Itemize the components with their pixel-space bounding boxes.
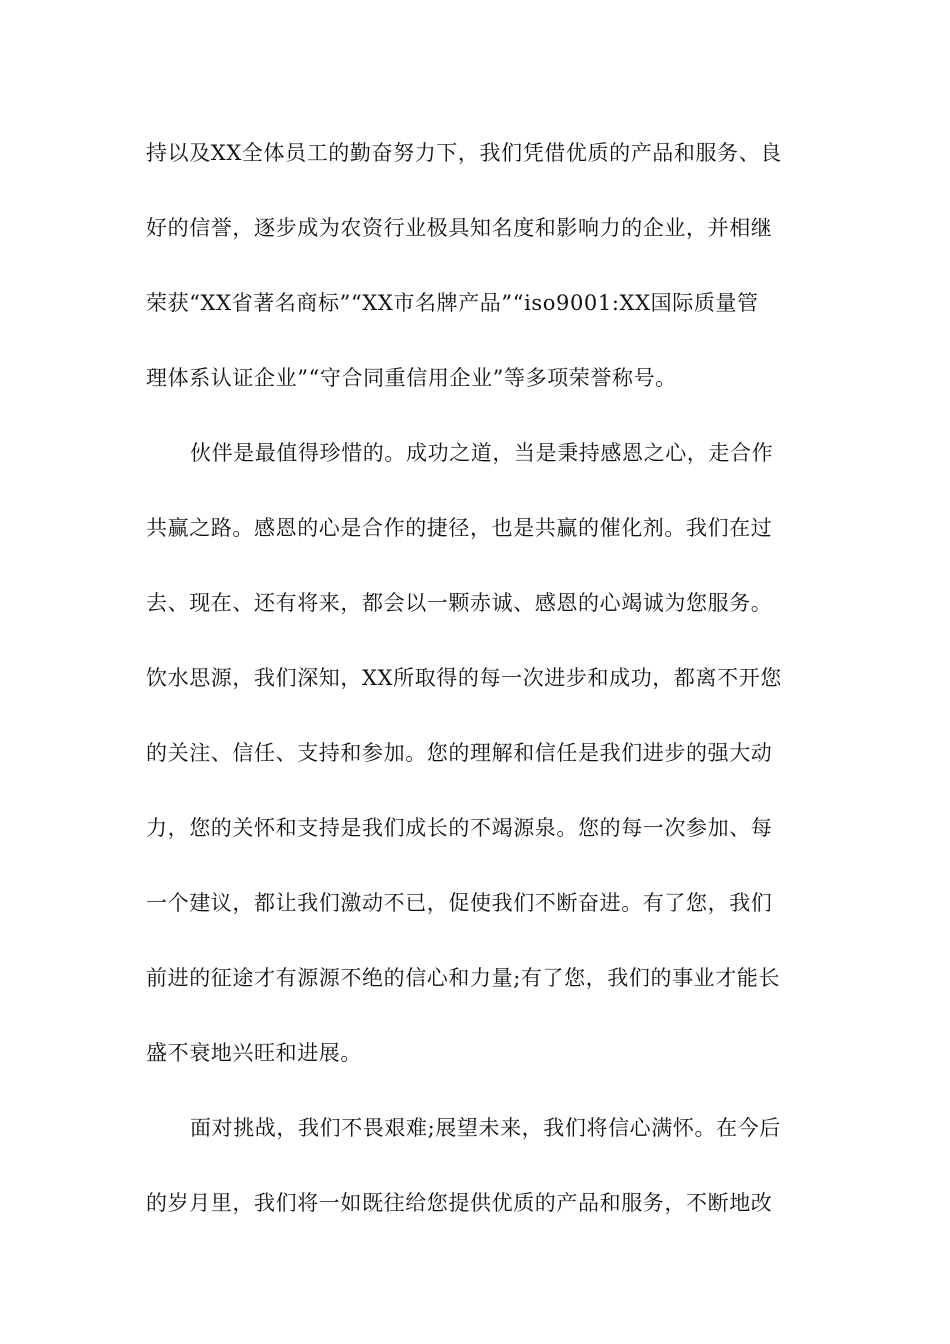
text-line: 荣获“XX省著名商标”“XX市名牌产品”“iso9001:XX国际质量管 xyxy=(146,291,759,315)
text-line: 饮水思源，我们深知，XX所取得的每一次进步和成功，都离不开您 xyxy=(146,666,782,690)
text-line: 前进的征途才有源源不绝的信心和力量;有了您，我们的事业才能长 xyxy=(146,966,781,990)
text-line: 的关注、信任、支持和参加。您的理解和信任是我们进步的强大动 xyxy=(146,741,773,765)
text-line: 的岁月里，我们将一如既往给您提供优质的产品和服务，不断地改 xyxy=(146,1191,773,1215)
paragraph-first-line: 面对挑战，我们不畏艰难;展望未来，我们将信心满怀。在今后 xyxy=(190,1116,781,1140)
text-line: 理体系认证企业”“守合同重信用企业”等多项荣誉称号。 xyxy=(146,366,677,390)
paragraph-first-line: 伙伴是最值得珍惜的。成功之道，当是秉持感恩之心，走合作 xyxy=(190,441,774,465)
text-line: 去、现在、还有将来，都会以一颗赤诚、感恩的心竭诚为您服务。 xyxy=(146,591,773,615)
text-line: 一个建议，都让我们激动不已，促使我们不断奋进。有了您，我们 xyxy=(146,891,773,915)
text-line: 好的信誉，逐步成为农资行业极具知名度和影响力的企业，并相继 xyxy=(146,216,773,240)
text-line: 盛不衰地兴旺和进展。 xyxy=(146,1041,362,1065)
body-text xyxy=(146,131,816,1256)
text-line: 力，您的关怀和支持是我们成长的不竭源泉。您的每一次参加、每 xyxy=(146,816,773,840)
text-line: 共赢之路。感恩的心是合作的捷径，也是共赢的催化剂。我们在过 xyxy=(146,516,773,540)
text-line: 持以及XX全体员工的勤奋努力下，我们凭借优质的产品和服务、良 xyxy=(146,141,782,165)
